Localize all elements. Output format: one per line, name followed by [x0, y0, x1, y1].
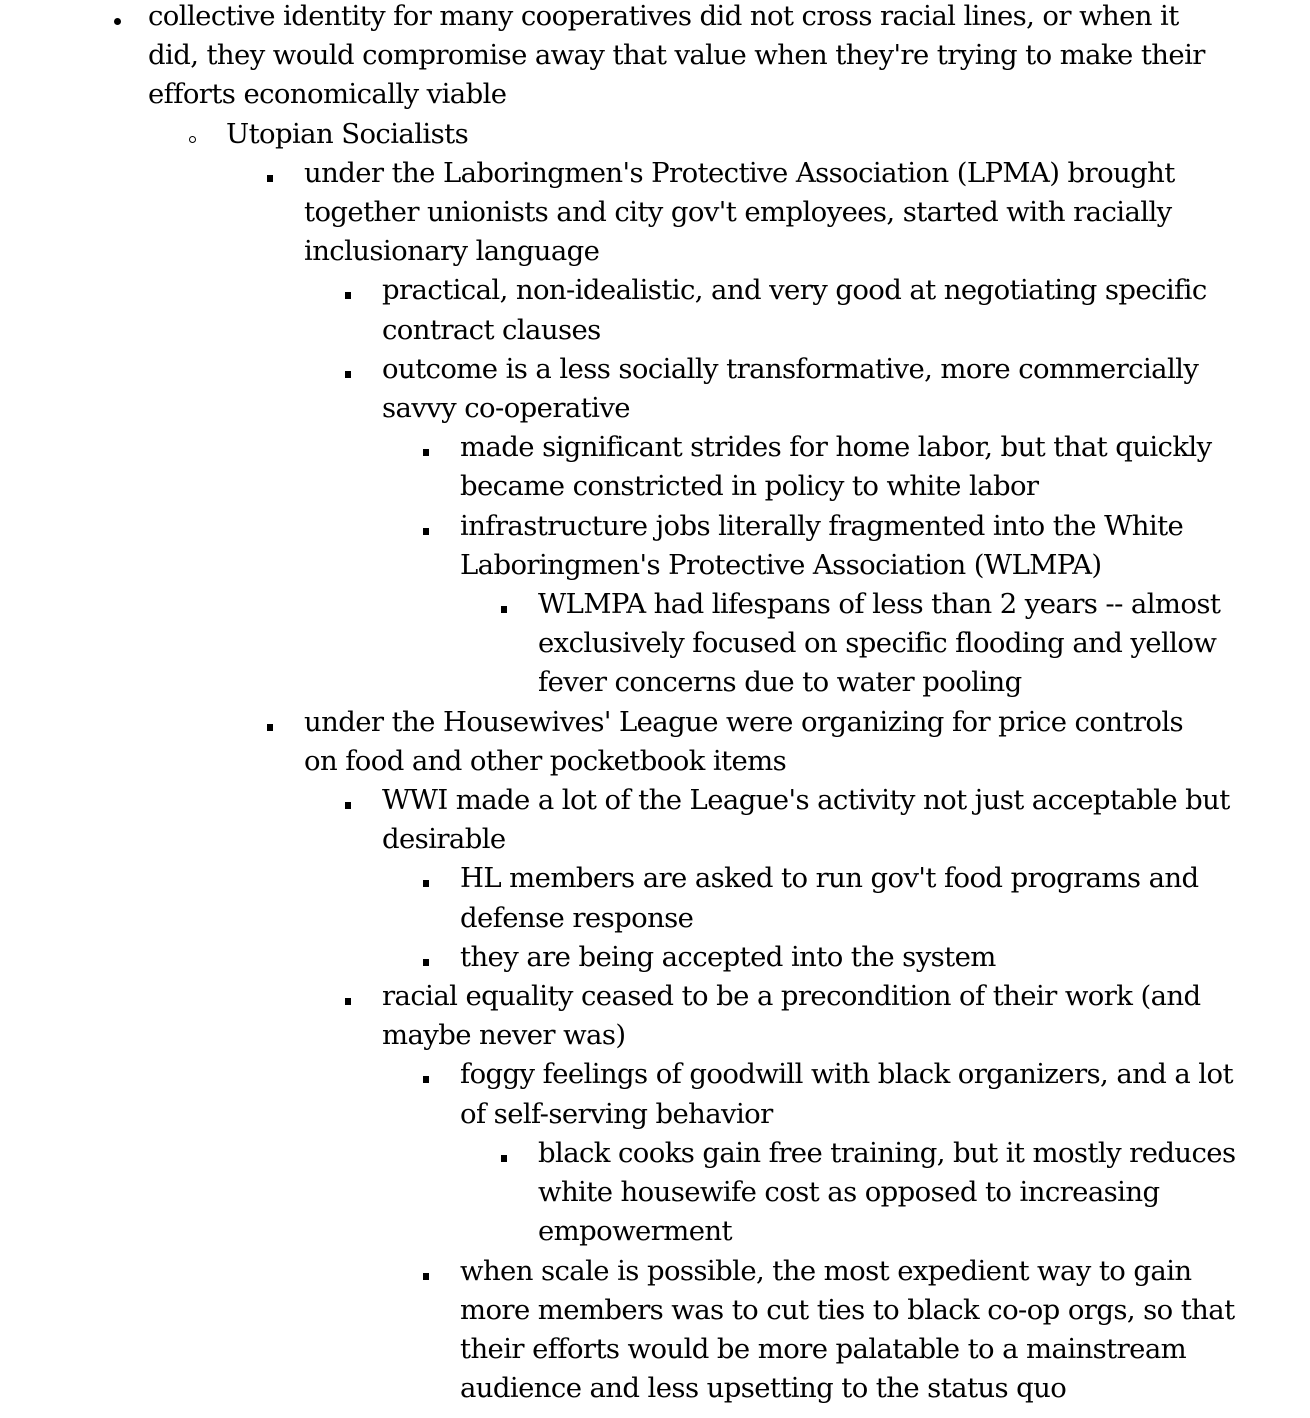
- list-item-text: under the Housewives' League were organizing for price controls on food and other pocketbook items: [304, 705, 1184, 777]
- list-item-text: racial equality ceased to be a precondition of their work (and maybe never was): [382, 980, 1201, 1052]
- square-bullet-icon: [267, 703, 273, 742]
- list-item-text: black cooks gain free training, but it mostly reduces white housewife cost as opposed to increasing empowerment: [538, 1136, 1236, 1248]
- list-item-text: infrastructure jobs literally fragmented into the White Laboringmen's Protective Association (WLMPA): [460, 509, 1184, 581]
- list-item: [148, 0, 1218, 115]
- list-item: [460, 428, 1250, 506]
- list-item: [538, 1134, 1248, 1252]
- square-bullet-icon: [345, 271, 351, 310]
- square-bullet-icon: [423, 859, 429, 898]
- list-item-text: under the Laboringmen's Protective Association (LPMA) brought together unionists and city gov't employees, started with racially inclusionary language: [304, 156, 1175, 268]
- list-item: [382, 271, 1242, 349]
- disc-bullet-icon: [114, 0, 121, 36]
- square-bullet-icon: [345, 781, 351, 820]
- list-item: [460, 1252, 1250, 1409]
- list-item-text: foggy feelings of goodwill with black organizers, and a lot of self-serving behavior: [460, 1058, 1233, 1130]
- list-item-text: HL members are asked to run gov't food programs and defense response: [460, 862, 1199, 934]
- square-bullet-icon: [267, 154, 273, 193]
- list-item: [382, 977, 1242, 1055]
- list-item-text: they are being accepted into the system: [460, 940, 996, 973]
- square-bullet-icon: [423, 1252, 429, 1291]
- list-item-text: WLMPA had lifespans of less than 2 years -- almost exclusively focused on specific flooding and yellow fever concerns due to water pooling: [538, 588, 1221, 699]
- square-bullet-icon: [501, 1134, 507, 1173]
- list-item-text: made significant strides for home labor, but that quickly became constricted in policy to white labor: [460, 431, 1212, 503]
- list-item-text: when scale is possible, the most expedient way to gain more members was to cut ties to black co-op orgs, so that their efforts would be more palatable to a mainstream audience and less upsetting to the status quo: [460, 1254, 1235, 1405]
- list-item-text: outcome is a less socially transformative, more commercially savvy co-operative: [382, 352, 1199, 425]
- list-item: [460, 859, 1250, 937]
- list-item: [304, 154, 1219, 272]
- list-item: [226, 115, 1226, 154]
- list-item-text: practical, non-idealistic, and very good at negotiating specific contract clauses: [382, 274, 1207, 346]
- square-bullet-icon: [423, 938, 429, 977]
- list-item: [460, 938, 1250, 977]
- list-item: [460, 507, 1250, 585]
- list-item: [304, 703, 1219, 781]
- list-item: [382, 781, 1242, 859]
- square-bullet-icon: [423, 428, 429, 467]
- list-item-text: Utopian Socialists: [226, 117, 469, 150]
- list-item: [382, 350, 1242, 428]
- square-bullet-icon: [423, 1055, 429, 1094]
- square-bullet-icon: [501, 585, 507, 624]
- square-bullet-icon: [423, 507, 429, 546]
- list-item: [538, 585, 1248, 703]
- list-item-text: WWI made a lot of the League's activity not just acceptable but desirable: [382, 784, 1230, 856]
- list-item-text: collective identity for many cooperatives did not cross racial lines, or when it did, they would compromise away that value when they're trying to make their efforts economically viable: [148, 0, 1205, 111]
- square-bullet-icon: [345, 977, 351, 1016]
- list-item: [460, 1055, 1250, 1133]
- square-bullet-icon: [345, 350, 351, 389]
- circle-bullet-icon: [189, 115, 196, 154]
